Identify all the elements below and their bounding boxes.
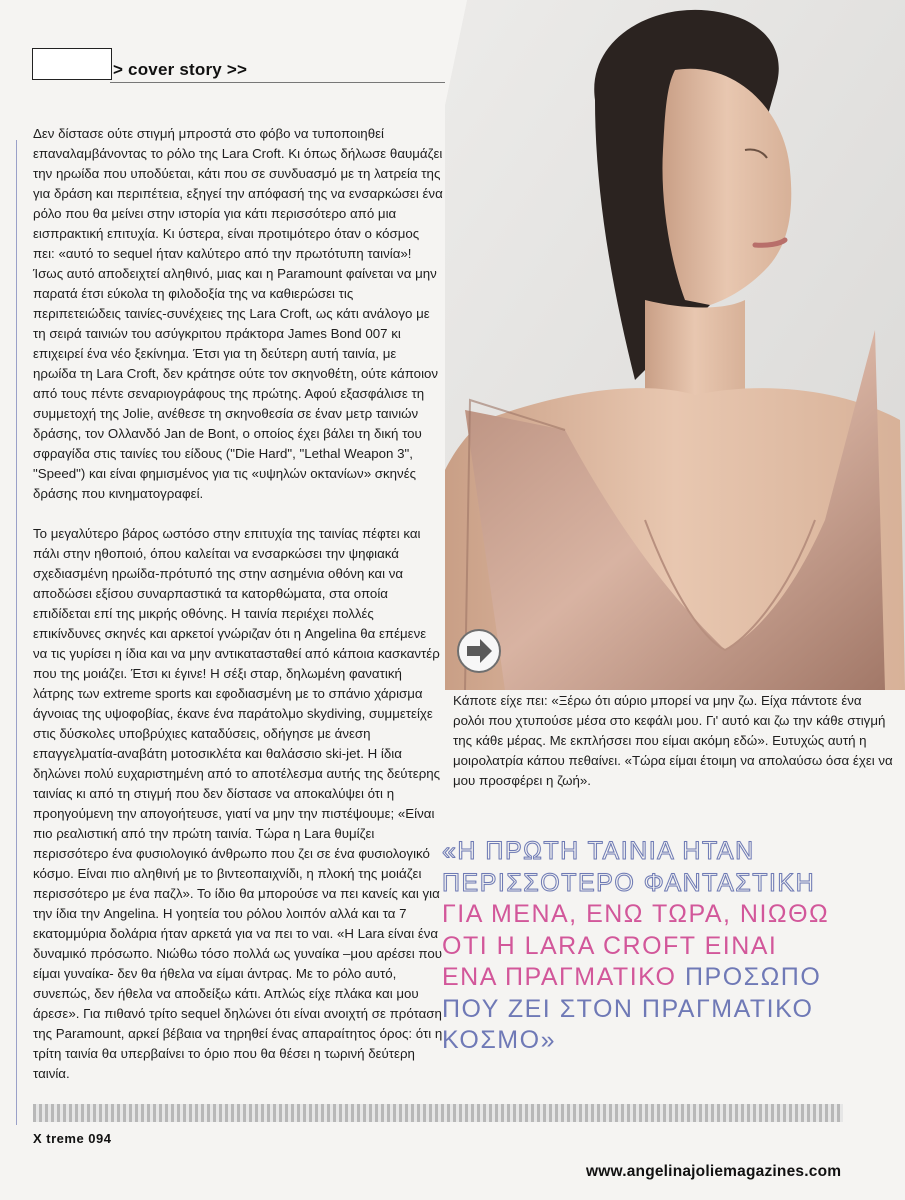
pull-quote-segment: ΠΡΟΣΩΠΟ [676,963,822,991]
article-paragraph: Το μεγαλύτερο βάρος ωστόσο στην επιτυχία της ταινίας πέφτει και πάλι στην ηθοποιό, όπου καλείται να ενσαρκώσει την ψηφιακά σχεδιασμένη ηρωίδα-πρότυπό της στην ασημένια οθόνη και να αποδώσει εξίσου συναρπαστικά τα κατορθώματα, στα οποία επιδίδεται επί της μικρής οθόνης. Η ταινία περιέχει πολλές επικίνδυνες σκηνές και αρκετοί γνώριζαν ότι η Angelina θα επέμενε να τις γυρίσει η ίδια και να μην αντικατασταθεί από κάποια κασκαντέρ που της μοιάζει. Έτσι κι έγινε! Η σέξι σταρ, δηλωμένη φανατική λάτρης των extreme sports και εφοδιασμένη με το σπάνιο χάρισμα άγνοιας της υψοφοβίας, έκανε ένα παράτολμο skydiving, συμμετείχε στις δύσκολες υποβρύχιες καταδύσεις, οδήγησε με άνεση επαγγελματία-αναβάτη μοτοσικλέτα και θαλάσσιο ski-jet. Η ίδια δηλώνει πολύ ευχαριστημένη από το αποτέλεσμα αυτής της δεύτερης ταινίας κι από τη στιγμή που δεν δίστασε να αποκαλύψει ότι η προηγούμενη την απογοήτευσε, γιατί να μην την πιστέψουμε; «Είναι πιο ρεαλιστική από την πρώτη ταινία. Τώρα η Lara θυμίζει περισσότερο ένα φυσιολογικό άνθρωπο που ζει σε ένα φυσιολογικό κόσμο. Είναι πιο αληθινή με το βιντεοπαιχνίδι, η πλοκή της μοιάζει περισσότερο με ένα παζλ». Το ίδιο θα μπορούσε να πει κανείς και για την ίδια την Angelina. Η γοητεία του ρόλου λοιπόν αλλά και τα 7 εκατομμύρια δολάρια ήταν αρκετά για να πει το ναι. «Η Lara είναι ένα δυναμικό πρόσωπο. Νιώθω τόσο πολλά ως γυναίκα –μου αρέσει που είμαι γυναίκα- δεν θα ήθελα να είμαι άντρας. Με το ρόλο αυτό, συνεπώς, δεν ήθελα να αποδείξω κάτι. Απλώς είχε πλάκα και μου άρεσε». Για πιθανό τρίτο sequel δηλώνει ότι είναι ανοιχτή σε πρόταση της Paramount, αρκεί βέβαια να τηρηθεί ένας απαραίτητος όρος: ότι η τρίτη ταινία θα υπερβαίνει το όριο που θα θέσει η τωρινή δεύτερη ταινία. [33,526,443,1081]
pull-quote-line [442,962,892,994]
pull-quote-line: ΚΟΣΜΟ» [442,1026,556,1054]
pull-quote [442,836,892,1057]
watermark: www.angelinajoliemagazines.com [586,1163,842,1180]
article-body [33,124,443,1104]
pull-quote-line: ΠΕΡΙΣΣΟΤΕΡΟ ΦΑΝΤΑΣΤΙΚΗ [442,868,816,897]
section-label: > cover story >> [113,60,248,79]
photo-caption: Κάποτε είχε πει: «Ξέρω ότι αύριο μπορεί να μην ζω. Είχα πάντοτε ένα ρολόι που χτυπούσε μέσα στο κεφάλι μου. Γι' αυτό και ζω την κάθε στιγμή της κάθε μέρας. Με εκπλήσσει που είμαι ακόμη εδώ». Ευτυχώς αυτή η μοιρολατρία κάπου πεθαίνει. «Τώρα είμαι έτοιμη να απολαύσω όσα έχει να μου προσφέρει η ζωή». [453,693,893,788]
arrow-right-circle-icon [456,628,502,674]
pull-quote-line: «Η ΠΡΩΤΗ ΤΑΙΝΙΑ ΗΤΑΝ [442,837,755,865]
portrait-photo [445,0,905,690]
margin-rule [16,140,17,1125]
pull-quote-segment: ΕΝΑ ΠΡΑΓΜΑΤΙΚΟ [442,963,677,991]
footer-bar [33,1104,843,1122]
section-divider [110,82,455,83]
article-paragraph: Δεν δίστασε ούτε στιγμή μπροστά στο φόβο να τυποποιηθεί επαναλαμβάνοντας το ρόλο της Lara Croft. Κι όπως δήλωσε θαυμάζει την ηρωίδα που υποδύεται, κάτι που σε συνδυασμό με τη λατρεία της για δράση και περιπέτεια, εξηγεί την απόφασή της να ενσαρκώσει ένα ρόλο που θα μείνει στην ιστορία για κάτι περισσότερο από μια εισπρακτική επιτυχία. Κι ύστερα, είναι προτιμότερο όταν ο κόσμος πει: «αυτό το sequel ήταν καλύτερο από την πρωτότυπη ταινία»! Ίσως αυτό αποδειχτεί αληθινό, μιας και η Paramount φαίνεται να μην παρατά έτσι εύκολα τη φιλοδοξία της να καθιερώσει τις περιπετειώδεις ταινίες-συνέχειες της Lara Croft, ως κάτι ανάλογο με τη σειρά ταινιών του ασύγκριτου πράκτορα James Bond 007 κι επιχειρεί ένα νέο ξεκίνημα. Έτσι για τη δεύτερη αυτή ταινία, με ηρωίδα τη Lara Croft, δεν κράτησε ούτε τον σκηνοθέτη, ούτε κάποιον από τους πέντε σεναριογράφους της πρώτης. Αφού εξασφάλισε τη συμμετοχή της Jolie, ανέθεσε τη σκηνοθεσία σε έναν μετρ ταινιών δράσης, τον Ολλανδό Jan de Bont, ο οποίος έχει βάλει τη δική του σφραγίδα στις ταινίες του είδους ("Die Hard", "Lethal Weapon 3", "Speed") και είναι φημισμένος για τις «υψηλών οκτανίων» σκηνές δράσης που κινηματογραφεί. [33,126,443,501]
pull-quote-line: ΠΟΥ ΖΕΙ ΣΤΟΝ ΠΡΑΓΜΑΤΙΚΟ [442,994,814,1023]
portrait-illustration [445,0,905,690]
pull-quote-line: ΟΤΙ Η LARA CROFT ΕΙΝΑΙ [442,931,778,960]
section-tag-box [32,48,112,80]
pull-quote-line: ΓΙΑ ΜΕΝΑ, ΕΝΩ ΤΩΡΑ, ΝΙΩΘΩ [442,900,830,928]
page-footer-label: X treme 094 [33,1131,112,1146]
